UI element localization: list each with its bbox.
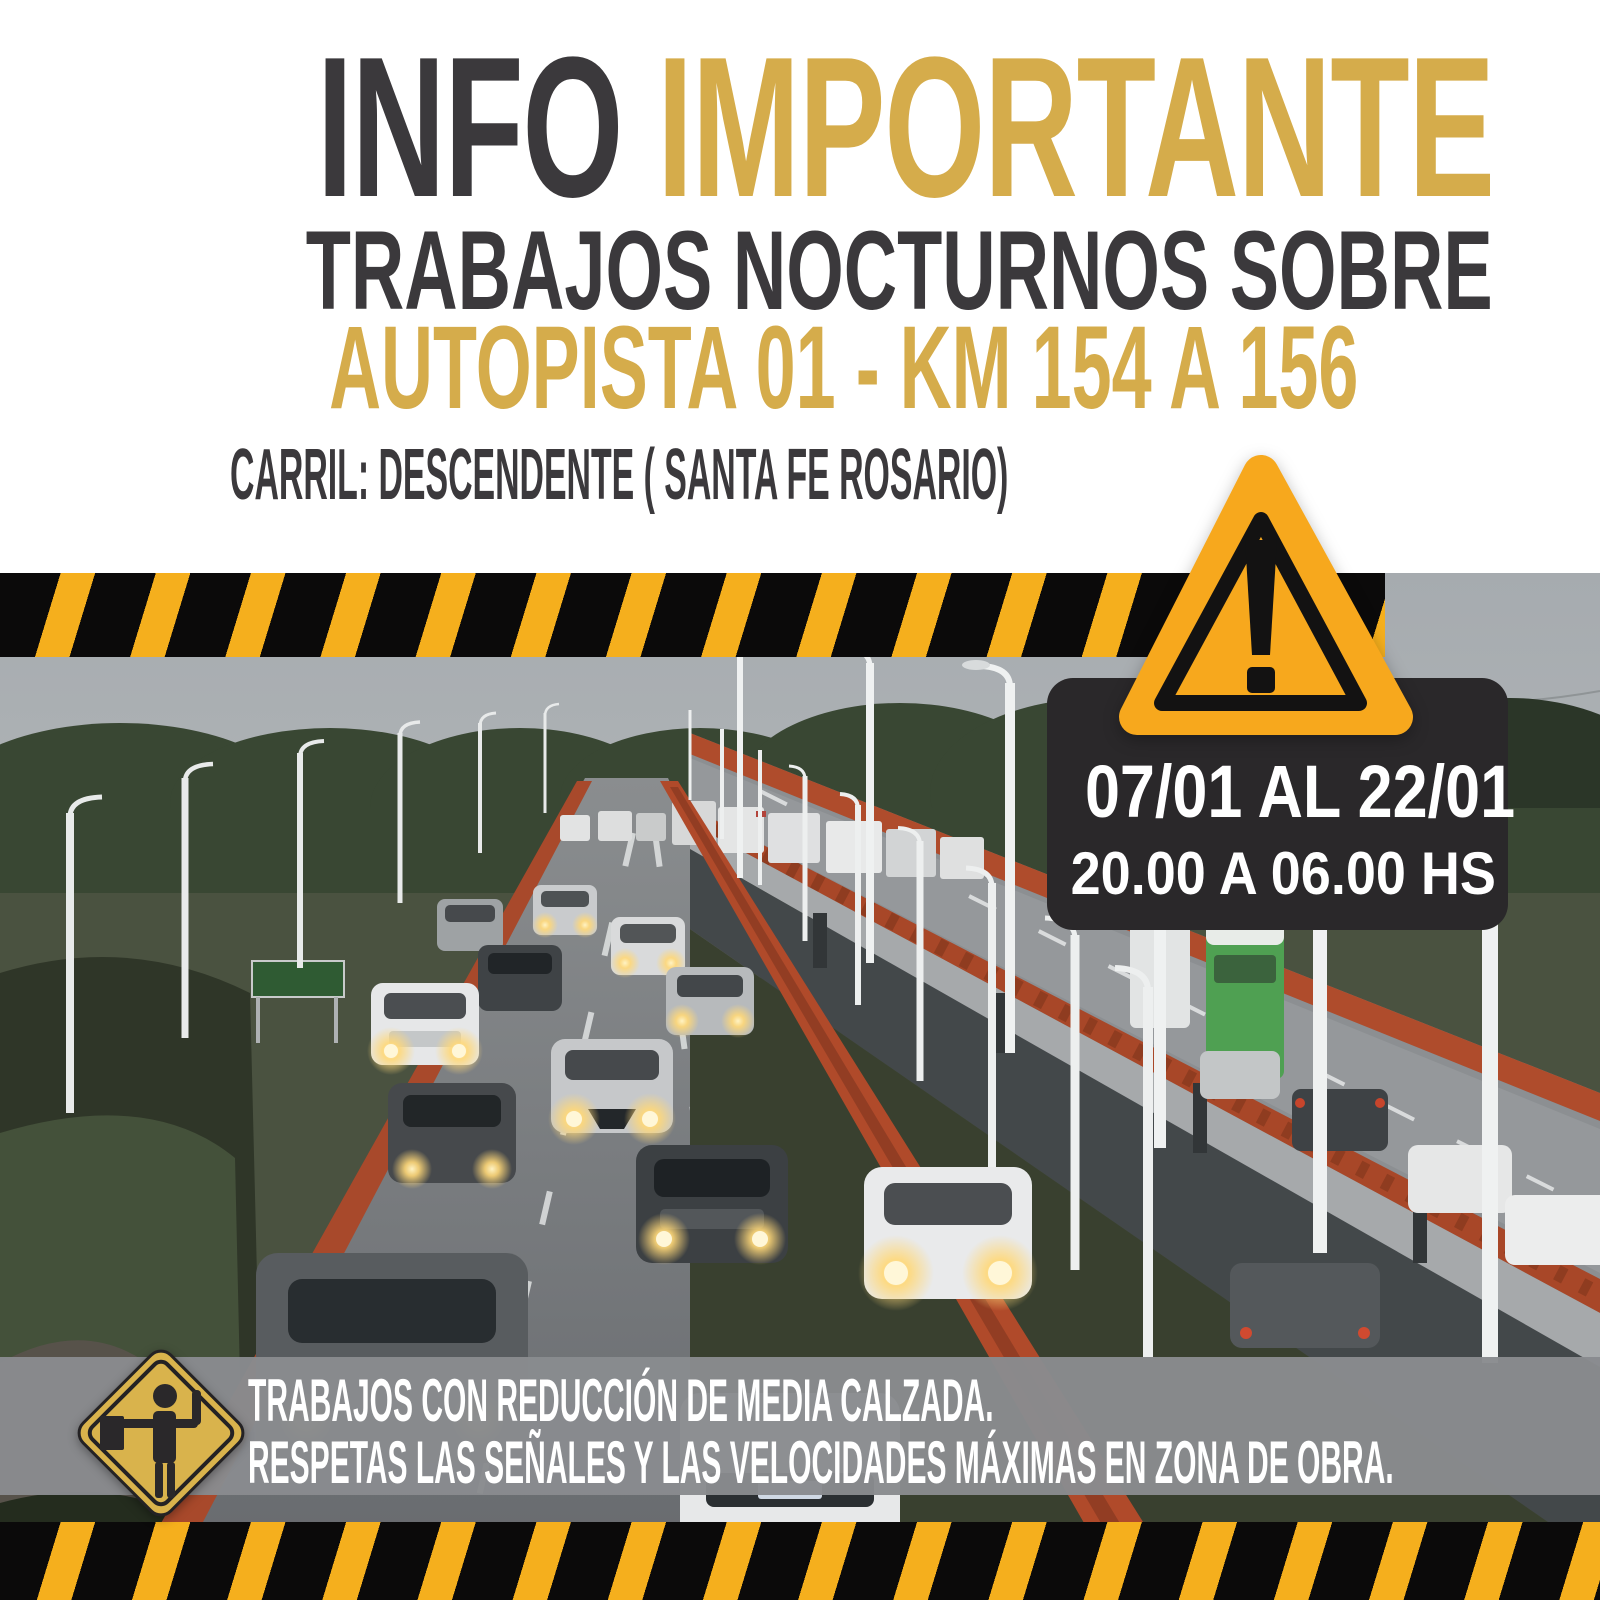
schedule-dates: 07/01 AL 22/01 — [1084, 750, 1516, 833]
subtitle: TRABAJOS NOCTURNOS SOBRE — [305, 208, 1493, 333]
title-space — [622, 16, 657, 239]
caution-stripe-band-bottom — [0, 1522, 1600, 1600]
schedule-hours: 20.00 A 06.00 HS — [1070, 840, 1496, 907]
page-title — [0, 16, 1600, 239]
title-importante-text: IMPORTANTE — [657, 16, 1494, 239]
notice-line-2: RESPETAS LAS SEÑALES Y LAS VELOCIDADES MÁXIMAS EN ZONA DE OBRA. — [248, 1429, 1394, 1496]
title-info-text: INFO — [316, 16, 623, 239]
notice-line-1: TRABAJOS CON REDUCCIÓN DE MEDIA CALZADA. — [248, 1367, 994, 1434]
road-range-line: AUTOPISTA 01 - KM 154 A 156 — [329, 302, 1359, 434]
warning-triangle-icon — [1105, 445, 1427, 750]
lane-info-line: CARRIL: DESCENDENTE ( SANTA FE ROSARIO) — [230, 435, 1009, 515]
flagman-diamond-sign-icon — [66, 1338, 256, 1528]
